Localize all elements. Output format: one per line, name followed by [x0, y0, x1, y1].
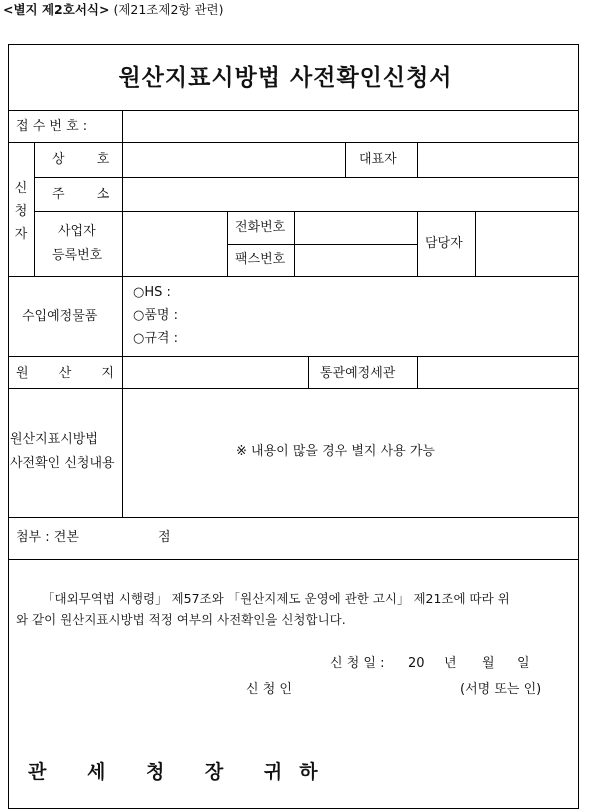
receipt-number-field[interactable] — [123, 111, 578, 141]
phone-field[interactable] — [295, 212, 416, 243]
origin-label: 원 산 지 — [16, 366, 114, 381]
signature-or-seal: (서명 또는 인) — [460, 682, 542, 697]
business-reg-label-line1: 사업자 — [58, 224, 96, 239]
import-goods-field[interactable] — [200, 280, 575, 352]
content-label-line2: 사전확인 신청내용 — [10, 456, 115, 471]
phone-label: 전화번호 — [235, 220, 286, 235]
attachment-label: 첨부 : 견본 — [16, 530, 79, 545]
person-in-charge-field[interactable] — [476, 212, 578, 275]
fax-label: 팩스번호 — [235, 252, 286, 267]
goods-hs-label: ○HS : — [133, 285, 171, 300]
trade-name-field[interactable] — [123, 143, 344, 176]
representative-field[interactable] — [418, 143, 578, 176]
statement-line2: 와 같이 원산지표시방법 적정 여부의 사전확인을 신청합니다. — [16, 612, 346, 627]
person-in-charge-label: 담당자 — [425, 236, 463, 251]
business-reg-label-line2: 등록번호 — [52, 248, 103, 263]
form-related-article: (제21조제2항 관련) — [113, 2, 224, 17]
trade-name-label: 상 호 — [52, 152, 110, 167]
applicant-label-char: 자 — [14, 227, 28, 242]
goods-spec-label: ○규격 : — [133, 331, 178, 346]
application-date-day: 일 — [517, 656, 530, 671]
applicant-label-char: 청 — [14, 204, 28, 219]
business-reg-field[interactable] — [123, 212, 226, 275]
customs-office-label: 통관예정세관 — [320, 366, 396, 381]
applicant-label-char: 신 — [14, 181, 28, 196]
origin-field[interactable] — [123, 357, 307, 387]
address-label: 주 소 — [52, 187, 110, 202]
application-date-year: 년 — [444, 656, 457, 671]
representative-label: 대표자 — [359, 152, 397, 167]
applicant-label — [13, 177, 29, 246]
application-date-year-prefix: 20 — [408, 656, 425, 671]
fax-field[interactable] — [295, 245, 416, 275]
form-number: <별지 제2호서식> — [3, 2, 110, 17]
attachment-unit: 점 — [158, 530, 171, 545]
application-date-month: 월 — [482, 656, 495, 671]
address-field[interactable] — [123, 178, 578, 210]
goods-name-label: ○품명 : — [133, 308, 178, 323]
content-field[interactable] — [123, 389, 578, 516]
applicant-sign-label: 신 청 인 — [246, 682, 292, 697]
statement-line1: 「대외무역법 시행령」 제57조와 「원산지제도 운영에 관한 고시」 제21조에 따라 위 — [42, 591, 510, 606]
content-label-line1: 원산지표시방법 — [10, 432, 98, 447]
customs-office-field[interactable] — [418, 357, 578, 387]
content-note: ※ 내용이 많을 경우 별지 사용 가능 — [236, 444, 435, 459]
import-goods-label: 수입예정물품 — [22, 309, 98, 324]
form-title: 원산지표시방법 사전확인신청서 — [118, 65, 453, 91]
form-header — [3, 0, 223, 18]
application-date-label: 신 청 일 : — [330, 656, 385, 671]
addressee: 관 세 청 장 귀하 — [28, 761, 335, 783]
receipt-number-label: 접 수 번 호 : — [16, 119, 88, 134]
